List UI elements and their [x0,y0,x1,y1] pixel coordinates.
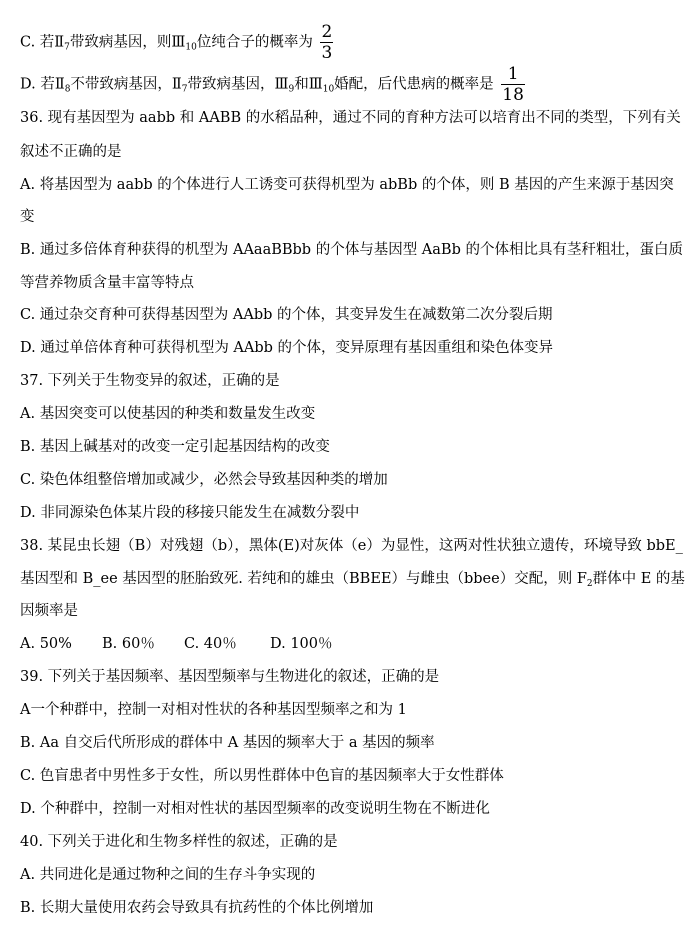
option-d-line [20,64,670,105]
subscript: 7 [181,84,188,95]
question-36-option-a-cont: 变 [20,209,35,225]
question-39-option-a: A一个种群中，控制一对相对性状的各种基因型频率之和为 1 [20,702,407,718]
question-38-option-a: A. 50% [20,636,72,652]
option-d-suffix: 婚配，后代患病的概率是 [334,76,494,93]
subscript: 10 [185,42,197,53]
fraction-numerator: 2 [321,22,333,42]
fraction-numerator: 1 [507,64,519,84]
question-40-option-a: A. 共同进化是通过物种之间的生存斗争实现的 [20,867,316,883]
fraction-one-eighteenth [500,64,526,105]
option-d-prefix: D. 若Ⅱ [20,76,65,93]
question-38-option-d: D. 100％ [270,636,333,652]
option-c-line [20,22,670,63]
option-c-suffix: 位纯合子的概率为 [196,34,313,51]
subscript: 8 [64,84,71,95]
question-38-text: 基因型和 B_ee 基因型的胚胎致死. 若纯和的雄虫（BBEE）与雌虫（bbee）交配，则 F [20,571,587,587]
subscript: 9 [288,84,295,95]
subscript: 2 [586,579,593,589]
question-39-option-b: B. Aa 自交后代所形成的群体中 A 基因的频率大于 a 基因的频率 [20,735,435,751]
question-38-option-c: C. 40％ [184,636,237,652]
question-38-options [20,634,670,654]
question-38-text: 群体中 E 的基 [592,571,685,587]
question-37-option-d: D. 非同源染色体某片段的移接只能发生在减数分裂中 [20,505,360,521]
fraction-denominator: 18 [502,85,524,105]
question-36-option-c: C. 通过杂交育种可获得基因型为 AAbb 的个体，其变异发生在减数第二次分裂后期 [20,307,553,323]
question-40-stem: 40. 下列关于进化和生物多样性的叙述，正确的是 [20,834,338,850]
subscript: 7 [64,42,70,53]
option-d-text: 不带致病基因，Ⅱ [70,76,182,93]
fraction-two-thirds [319,22,334,63]
question-39-stem: 39. 下列关于基因频率、基因型频率与生物进化的叙述，正确的是 [20,669,440,685]
option-c-middle: 带致病基因，则Ⅲ [69,34,186,51]
option-c-prefix: C. 若Ⅱ [20,34,65,51]
option-d-text: 和Ⅲ [294,76,323,93]
question-36-option-b: B. 通过多倍体育种获得的机型为 AAaaBBbb 的个体与基因型 AaBb 的个体相比具有茎秆粗壮，蛋白质 [20,242,683,258]
question-37-option-b: B. 基因上碱基对的改变一定引起基因结构的改变 [20,439,330,455]
question-39-option-d: D. 个种群中，控制一对相对性状的基因型频率的改变说明生物在不断进化 [20,801,490,817]
subscript: 10 [322,84,335,95]
question-38-stem: 38. 某昆虫长翅（B）对残翅（b），黑体(E)对灰体（e）为显性，这两对性状独立遗传，环境导致 bbE_ [20,538,683,554]
question-38-option-b: B. 60％ [102,636,155,652]
question-40-option-b: B. 长期大量使用农药会导致具有抗药性的个体比例增加 [20,900,374,916]
question-37-stem: 37. 下列关于生物变异的叙述，正确的是 [20,373,280,389]
question-36-option-a: A. 将基因型为 aabb 的个体进行人工诱变可获得机型为 abBb 的个体，则 B 基因的产生来源于基因突 [20,177,674,193]
question-37-option-c: C. 染色体组整倍增加或减少，必然会导致基因种类的增加 [20,472,388,488]
fraction-denominator: 3 [321,43,333,63]
question-36-stem: 36. 现有基因型为 aabb 和 AABB 的水稻品种，通过不同的育种方法可以培育出不同的类型，下列有关 [20,110,681,126]
question-37-option-a: A. 基因突变可以使基因的种类和数量发生改变 [20,406,316,422]
question-39-option-c: C. 色盲患者中男性多于女性，所以男性群体中色盲的基因频率大于女性群体 [20,768,504,784]
question-36-option-d: D. 通过单倍体育种可获得机型为 AAbb 的个体，变异原理有基因重组和染色体变异 [20,340,554,356]
question-38-stem-end: 因频率是 [20,603,78,619]
question-38-stem-cont [20,569,685,594]
option-d-text: 带致病基因，Ⅲ [187,76,289,93]
question-36-stem-cont: 叙述不正确的是 [20,144,122,160]
question-36-option-b-cont: 等营养物质含量丰富等特点 [20,275,194,291]
